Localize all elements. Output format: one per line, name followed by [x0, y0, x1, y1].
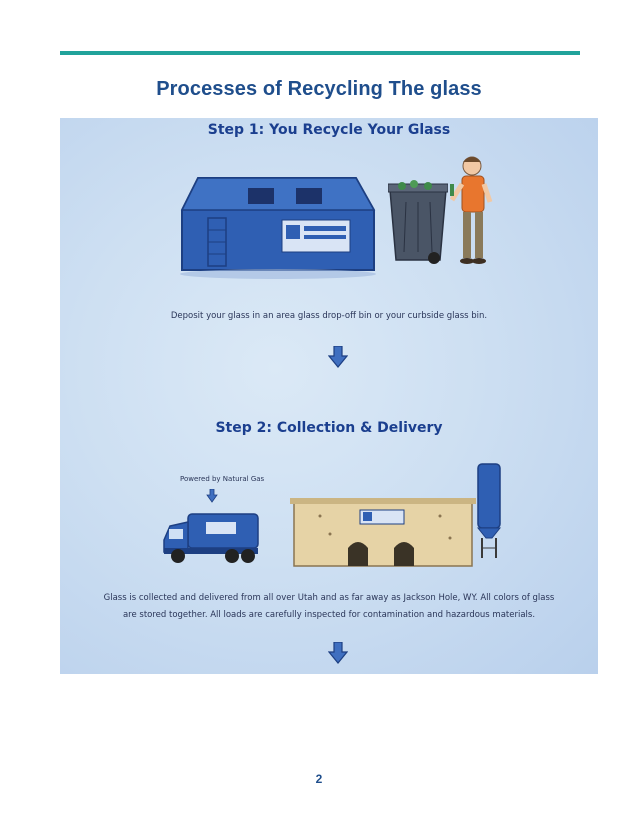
step1-caption: Deposit your glass in an area glass drop-off bin or your curbside glass bin. — [170, 311, 488, 321]
silo-illustration — [474, 460, 504, 560]
page-number: 2 — [315, 772, 323, 786]
down-arrow-icon — [328, 346, 348, 368]
recycling-infographic — [60, 118, 598, 674]
person-illustration — [450, 154, 500, 268]
warehouse-illustration — [290, 494, 476, 570]
top-accent-rule — [60, 51, 580, 55]
step2-caption-line1: Glass is collected and delivered from all over Utah and as far away as Jackson Hole, WY. All colors of glass — [103, 593, 555, 603]
trash-can-illustration — [388, 180, 448, 266]
step1-heading: Step 1: You Recycle Your Glass — [207, 122, 451, 138]
step2-heading: Step 2: Collection & Delivery — [215, 420, 443, 436]
down-arrow-icon — [206, 489, 218, 503]
dumpster-illustration — [178, 170, 376, 280]
truck-label: Powered by Natural Gas — [180, 475, 265, 483]
step2-caption-line2: are stored together. All loads are carefully inspected for contamination and hazardous materials. — [122, 610, 536, 620]
page-title: Processes of Recycling The glass — [156, 78, 482, 100]
truck-illustration — [162, 510, 266, 566]
down-arrow-icon — [328, 642, 348, 664]
